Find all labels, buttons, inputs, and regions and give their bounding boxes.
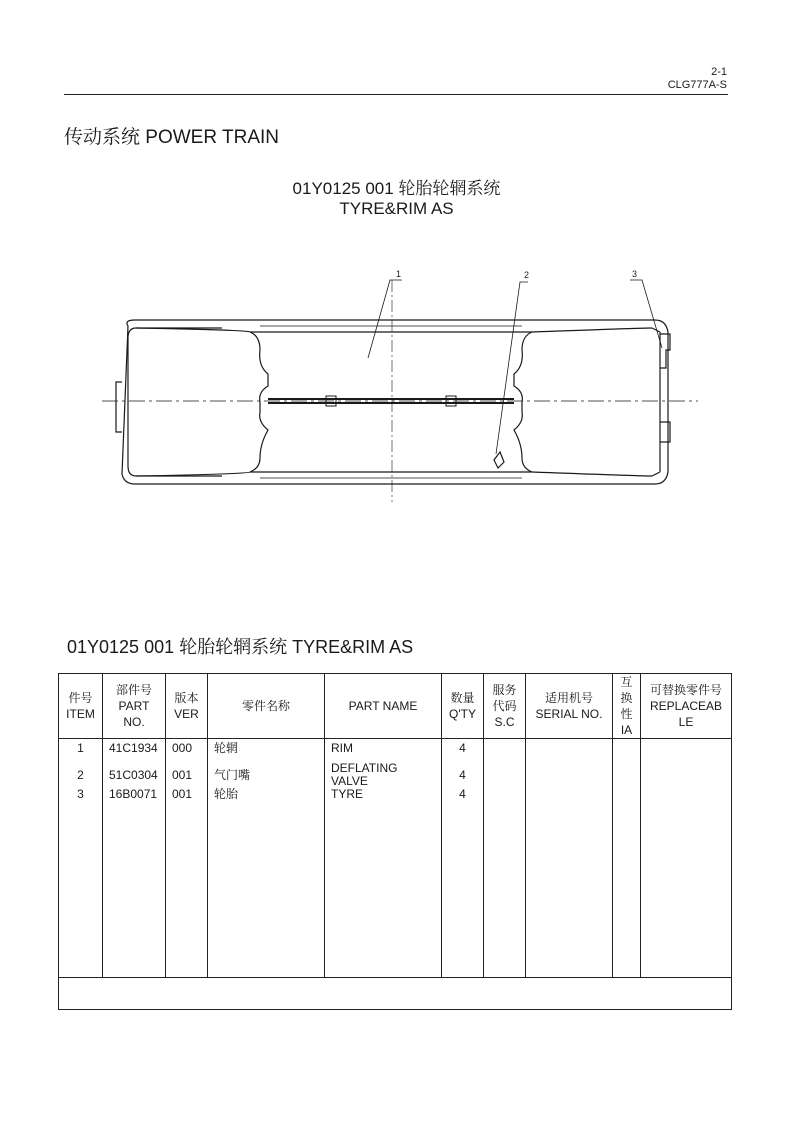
table-empty-area: [59, 814, 732, 978]
table-row: 2 51C0304 001 气门嘴 DEFLATING VALVE 4: [59, 762, 732, 788]
assembly-title: 01Y0125 001 轮胎轮辋系统: [292, 179, 501, 198]
col-name-cn: 零件名称: [208, 674, 325, 739]
tyre-rim-drawing: [100, 262, 700, 502]
valve-stem: [494, 452, 504, 468]
parts-table: [58, 673, 732, 1010]
table-row: 1 41C1934 000 轮辋 RIM 4: [59, 739, 732, 763]
rim-left-flange: [250, 332, 268, 472]
callout-3: 3: [632, 269, 638, 279]
col-part-no: 部件号 PART NO.: [103, 674, 166, 739]
col-qty: 数量 Q'TY: [442, 674, 484, 739]
header-rule: [64, 94, 728, 95]
table-header-row: [59, 674, 732, 739]
page-number: 2-1: [711, 66, 727, 78]
page-header: [668, 66, 727, 92]
col-serial: 适用机号 SERIAL NO.: [526, 674, 613, 739]
rim-right-flange: [514, 332, 532, 472]
col-ver: 版本 VER: [166, 674, 208, 739]
col-part-name: PART NAME: [325, 674, 442, 739]
col-replaceable: 可替换零件号 REPLACEAB LE: [641, 674, 732, 739]
table-title: 01Y0125 001 轮胎轮辋系统 TYRE&RIM AS: [67, 637, 414, 657]
callout-2: 2: [524, 270, 530, 280]
callout-1: 1: [396, 269, 402, 279]
col-ia: 互 换 性 IA: [613, 674, 641, 739]
col-sc: 服务 代码 S.C: [484, 674, 526, 739]
col-item: 件号 ITEM: [59, 674, 103, 739]
section-title: 传动系统 POWER TRAIN: [64, 127, 279, 148]
table-row: 3 16B0071 001 轮胎 TYRE 4: [59, 788, 732, 814]
table-footer-row: [59, 978, 732, 1010]
assembly-subtitle: TYRE&RIM AS: [339, 199, 454, 218]
model-code: CLG777A-S: [667, 79, 727, 91]
